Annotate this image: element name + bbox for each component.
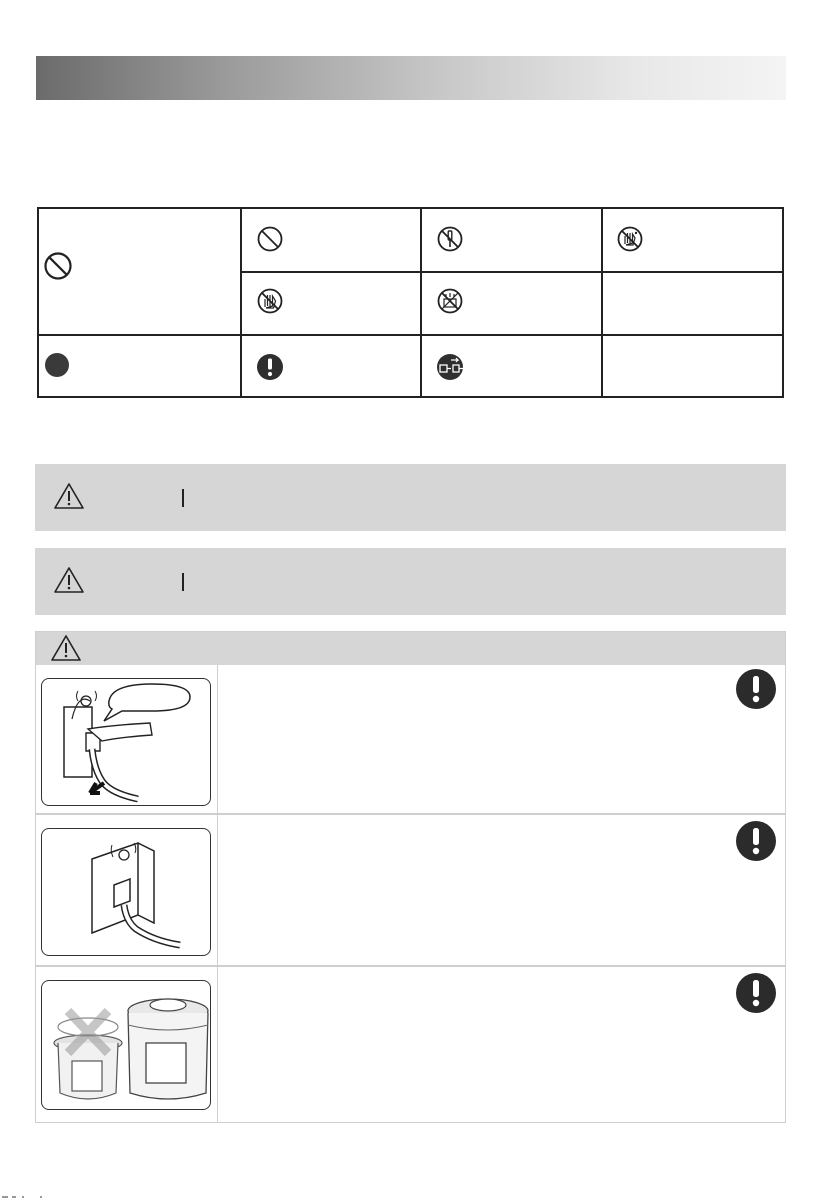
mandatory-dot-icon [44, 352, 70, 378]
caution-section [35, 631, 786, 1123]
prohibition-icon [43, 251, 73, 281]
pressure-cooker-illustration [41, 980, 211, 1110]
plug-insert-illustration [41, 828, 211, 956]
mandatory-action-icon [735, 820, 777, 862]
caution-header [36, 632, 785, 665]
warning-triangle-icon [53, 482, 85, 510]
unplug-icon [436, 353, 466, 381]
symbol-legend-table [37, 207, 784, 398]
no-water-icon [436, 287, 464, 315]
no-disassembly-icon [436, 225, 464, 253]
mandatory-action-icon [735, 972, 777, 1014]
no-touch-icon [256, 287, 284, 315]
warning-notice [35, 548, 786, 615]
no-wet-hands-icon [616, 225, 644, 253]
unplug-by-plug-illustration [41, 678, 211, 806]
page-edge-marks [0, 1186, 60, 1194]
section-title-bar [36, 56, 786, 100]
danger-notice [35, 464, 786, 531]
warning-triangle-icon [50, 634, 82, 662]
general-prohibition-icon [256, 225, 284, 253]
warning-triangle-icon [53, 566, 85, 594]
mandatory-action-icon [256, 353, 284, 381]
mandatory-action-icon [735, 668, 777, 710]
intro-text [36, 130, 786, 170]
